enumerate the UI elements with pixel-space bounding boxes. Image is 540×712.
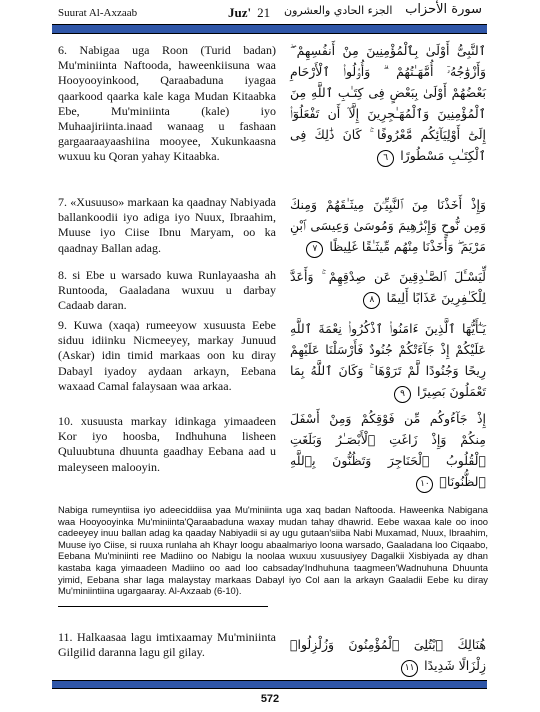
verse-9-arabic-text: يَـٰٓأَيُّهَا ٱلَّذِينَ ءَامَنُوا۟ ٱذْكُرُوا۟ نِعْمَةَ ٱللَّهِ عَلَيْكُمْ إِذْ جَآءَتْكُمْ جُنُودٌ فَأَرْسَلْنَا عَلَيْهِمْ رِيحًا وَجُنُودًا لَّمْ تَرَوْهَا ۚ وَكَانَ ٱللَّهُ بِمَا تَعْمَلُونَ بَصِيرًا [290, 321, 486, 399]
verse-6-arabic-text: ٱلنَّبِىُّ أَوْلَىٰ بِٱلْمُؤْمِنِينَ مِنْ أَنفُسِهِمْ ۖ وَأَزْوَٰجُهُۥٓ أُمَّهَـٰتُهُمْ ۗ وَأُو۟لُوا۟ ٱلْأَرْحَامِ بَعْضُهُمْ أَوْلَىٰ بِبَعْضٍ فِى كِتَـٰبِ ٱللَّهِ مِنَ ٱلْمُؤْمِنِينَ وَٱلْمُهَـٰجِرِينَ إِلَّآ أَن تَفْعَلُوٓا۟ إِلَىٰٓ أَوْلِيَآئِكُم مَّعْرُوفًا ۚ كَانَ ذَٰلِكَ فِى ٱلْكِتَـٰبِ مَسْطُورًا [290, 43, 486, 163]
footer-rule [52, 680, 487, 689]
page-header [0, 0, 540, 34]
ayah-marker-11: ١١ [401, 660, 418, 677]
verse-6-arabic [290, 40, 486, 167]
juz-arabic: الجزء الحادي والعشرون [284, 4, 393, 17]
verse-8-arabic [290, 266, 486, 309]
sura-name: Suurat Al-Axzaab [58, 7, 138, 19]
footnote-divider [58, 606, 268, 607]
verse-7-translation: 7. «Xusuuso» markaan ka qaadnay Nabiyada ballankoodii iyo adiga iyo Nuux, Ibraahim, Muuse iyo Ciise Ibnu Maryam, oo ka qaadnay Ballan adag. [58, 195, 276, 255]
header-rule [52, 24, 487, 34]
verse-8-arabic-text: لِّيَسْـَٔلَ ٱلصَّـٰدِقِينَ عَن صِدْقِهِمْ ۚ وَأَعَدَّ لِلْكَـٰفِرِينَ عَذَابًا أَلِيمًا [290, 269, 486, 305]
verse-11-arabic-text: هُنَالِكَ ٱبْتُلِىَ ٱلْمُؤْمِنُونَ وَزُلْزِلُوا۟ زِلْزَالًا شَدِيدًا [290, 637, 486, 673]
verse-10-translation: 10. xusuusta markay idinkaga yimaadeen Kor iyo hoosba, Indhuhuna lisheen Quluubtuna dhuunta gaadhay Eebana aad u maleyseen malooyin. [58, 414, 276, 474]
verse-8-translation: 8. si Ebe u warsado kuwa Runlayaasha ah Runtooda, Gaaladana wuxuu u darbay Cadaab daran. [58, 268, 276, 313]
juz-number: 21 [257, 5, 271, 20]
verse-6-translation: 6. Nabigaa uga Roon (Turid badan) Mu'miniinta Naftooda, haweenkiisuna waa Hooyooyinkood, Qaraabaduna iyagaa qaarkood qaarka kale kaga Mudan Kitaabka Ebe, Mu'miniinta (kale) iyo Muhaajiriinta.inaad wanaag u fashaan gargaaraayaashiina mooyee, Xukunkaasna wuxuu ku Qoran yahay Kitaabka. [58, 43, 276, 164]
sura-arabic: سورة الأحزاب [405, 2, 482, 17]
ayah-marker-8: ٨ [363, 292, 380, 309]
verse-11-arabic [290, 634, 486, 677]
ayah-marker-7: ٧ [306, 241, 323, 258]
commentary-text: Nabiga rumeyntiisa iyo adeeciddiisa yaa Mu'miniinta uga xaq badan Naftooda. Haweenka Nabigana waa Hooyooyinka Mu'miniinta'Qaraabaduna waxay mudan tahay dhawrid. Eebe waxaa kale oo inoo cadeeyey inuu ballan adag ka qaaday Nabiyadii si ay ugu gutaan'siiba Nabi Muxamad, Nuux, Ibraahim, Muuse iyo Ciise, si ruuxa runlaha ah Khayr loogu abaalmariyo loona warsado, Gaaladana loo Ciqaabo, Eebana Mu'miniinti ree Madiino oo Nabigu la noolaa wuxuu xusuusiyey Dagalkii Xisbiyada ay dhan kastaba kaga yimaadeen Madiino oo aad loo cabsaday'Indhuhuna taagmeen'Wadnuhuna Dhuunta yimid, Eebana shar laga malaystay markaas Dabayl iyo Col aan la arkayn Gaaladii Eebe ku diray Mu'miniintiina ugargaaray. Al-Axzaab (6-10). [58, 504, 488, 597]
verse-7-arabic-text: وَإِذْ أَخَذْنَا مِنَ ٱلنَّبِيِّـۧنَ مِيثَـٰقَهُمْ وَمِنكَ وَمِن نُّوحٍ وَإِبْرَٰهِيمَ وَمُوسَىٰ وَعِيسَى ٱبْنِ مَرْيَمَ ۖ وَأَخَذْنَا مِنْهُم مِّيثَـٰقًا غَلِيظًا [290, 197, 486, 254]
verse-7-arabic [290, 194, 486, 258]
ayah-marker-6: ٦ [377, 150, 394, 167]
page-number: 572 [260, 693, 280, 705]
ayah-marker-10: ١٠ [416, 476, 433, 493]
verse-9-arabic [290, 318, 486, 403]
verse-11-translation: 11. Halkaasaa lagu imtixaamay Mu'miniinta Gilgilid daranna lagu gil gilay. [58, 630, 276, 660]
verse-9-translation: 9. Kuwa (xaqa) rumeeyow xusuusta Eebe siduu idiinku Nicmeeyey, markay Junuud (Askar) idin timid markaas oon ku diray Dabayl iyadoy aydaan arkayn, Eebana waxaad Camal falaysaan waa arkaa. [58, 318, 276, 393]
verse-10-arabic [290, 408, 486, 493]
ayah-marker-9: ٩ [394, 386, 411, 403]
juz-label-text: Juz' [228, 5, 252, 20]
verse-10-arabic-text: إِذْ جَآءُوكُم مِّن فَوْقِكُمْ وَمِنْ أَسْفَلَ مِنكُمْ وَإِذْ زَاغَتِ ٱلْأَبْصَـٰرُ وَبَلَغَتِ ٱلْقُلُوبُ ٱلْحَنَاجِرَ وَتَظُنُّونَ بِٱللَّهِ ٱلظُّنُونَا۠ [290, 411, 486, 489]
juz-label [228, 5, 270, 21]
